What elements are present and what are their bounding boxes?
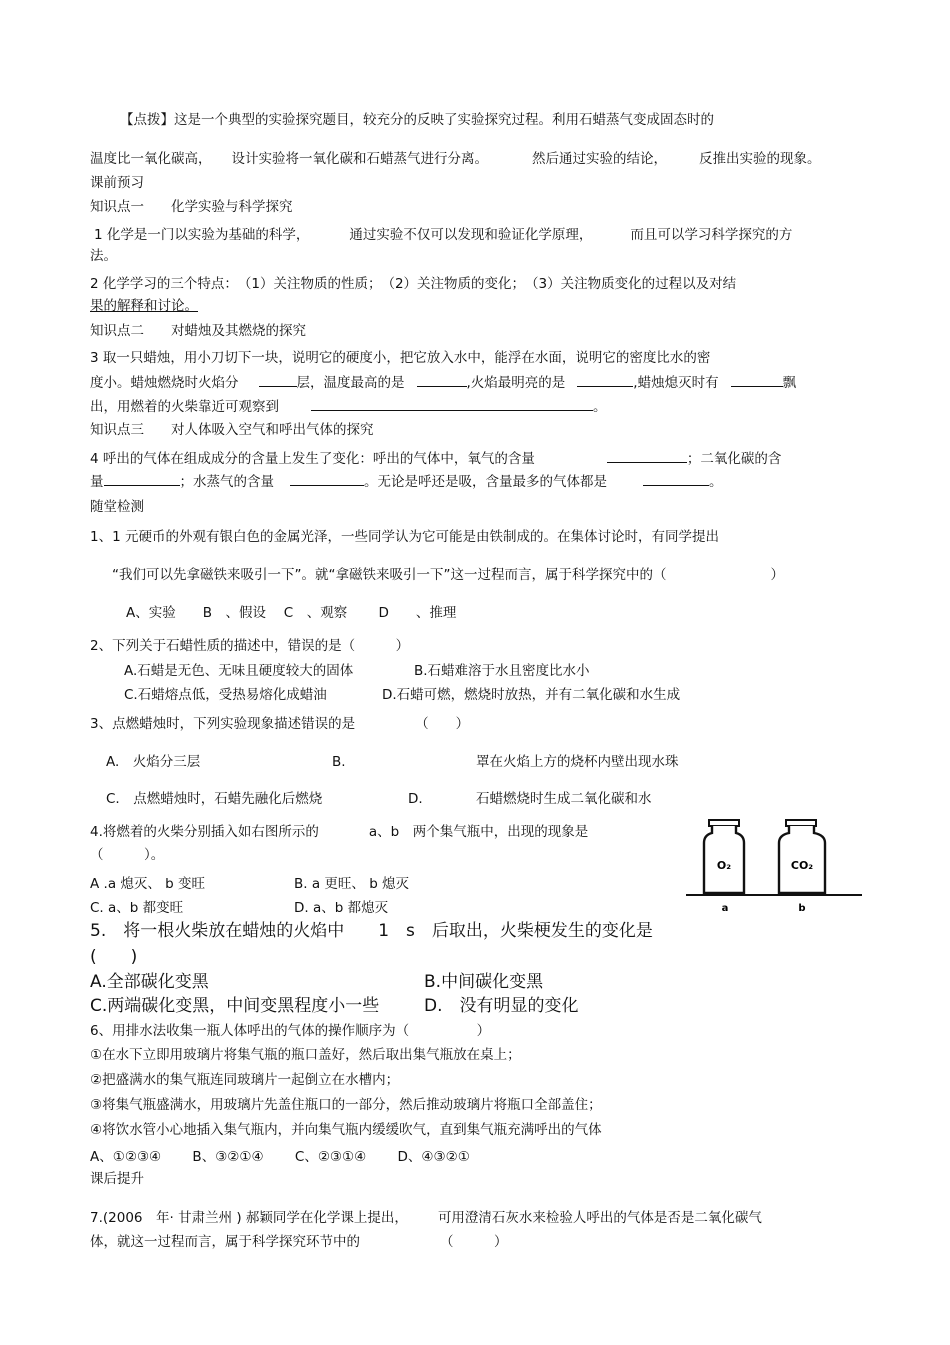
q3-option-d-letter: D. xyxy=(408,791,423,807)
q7-line-1: 7.(2006 年· 甘肃兰州 ) 郝颖同学在化学课上提出， 可用澄清石灰水来检验人呼出的气体是否是二氧化碳气 xyxy=(90,1210,762,1226)
hint-line-1: 【点拨】这是一个典型的实验探究题目，较充分的反映了实验探究过程。利用石蜡蒸气变成固态时的 xyxy=(120,112,714,128)
q5-line-1: 5. 将一根火柴放在蜡烛的火焰中 1 s 后取出，火柴梗发生的变化是 xyxy=(90,921,653,941)
bottle-b xyxy=(779,820,825,893)
q4-option-a: A .a 熄灭、 b 变旺 xyxy=(90,876,206,892)
preview-heading: 课前预习 xyxy=(90,175,144,191)
gas-bottles-figure xyxy=(686,815,862,915)
knowledge-2-title: 知识点二 对蜡烛及其燃烧的探究 xyxy=(90,323,306,339)
q6-step-2: ②把盛满水的集气瓶连同玻璃片一起倒立在水槽内； xyxy=(90,1072,400,1088)
q5-line-2: ( ) xyxy=(90,947,138,967)
q6-step-4: ④将饮水管小心地插入集气瓶内，并向集气瓶内缓缓吹气，直到集气瓶充满呼出的气体 xyxy=(90,1122,602,1138)
q2-option-b: B.石蜡难溶于水且密度比水小 xyxy=(414,663,590,679)
knowledge-1-title: 知识点一 化学实验与科学探究 xyxy=(90,199,293,215)
q3-option-b-letter: B. xyxy=(332,754,346,770)
knowledge-3-line-2: 量 ；水蒸气的含量 。无论是呼还是吸，含量最多的气体都是 。 xyxy=(90,474,723,490)
knowledge-1-line-3: 果的解释和讨论。 xyxy=(90,298,198,314)
q4-line-1: 4.将燃着的火柴分别插入如右图所示的 a、b 两个集气瓶中，出现的现象是 xyxy=(90,824,589,840)
q4-option-d: D. a、b 都熄灭 xyxy=(294,900,389,916)
knowledge-2-line-1: 3 取一只蜡烛，用小刀切下一块，说明它的硬度小，把它放入水中，能浮在水面，说明它的密度比水的密 xyxy=(90,350,711,366)
q4-option-c: C. a、b 都变旺 xyxy=(90,900,184,916)
q1-options: A、实验 B 、假设 C 、观察 D 、推理 xyxy=(126,605,457,621)
q7-line-2: 体，就这一过程而言，属于科学探究环节中的 （ ） xyxy=(90,1234,508,1250)
q2-stem: 2、下列关于石蜡性质的描述中，错误的是（ ） xyxy=(90,638,410,654)
test-heading: 随堂检测 xyxy=(90,499,144,515)
q5-option-a: A.全部碳化变黑 xyxy=(90,972,209,992)
q5-option-c: C.两端碳化变黑，中间变黑程度小一些 xyxy=(90,996,380,1016)
bottle-a xyxy=(704,820,744,893)
q2-option-a: A.石蜡是无色、无味且硬度较大的固体 xyxy=(124,663,354,679)
q3-option-a: A. 火焰分三层 xyxy=(106,754,201,770)
bottle-a-caption: a xyxy=(721,903,729,914)
q6-options: A、①②③④ B、③②①④ C、②③①④ D、④③②① xyxy=(90,1149,470,1165)
q2-option-c: C.石蜡熔点低，受热易熔化成蜡油 xyxy=(124,687,327,703)
q2-option-d: D.石蜡可燃，燃烧时放热，并有二氧化碳和水生成 xyxy=(382,687,681,703)
q1-line-1: 1、1 元硬币的外观有银白色的金属光泽，一些同学认为它可能是由铁制成的。在集体讨论时，有同学提出 xyxy=(90,529,719,545)
hint-line-2: 温度比一氧化碳高， 设计实验将一氧化碳和石蜡蒸气进行分离。 然后通过实验的结论， 反推出实验的现象。 xyxy=(90,151,821,167)
q4-line-2: （ ）。 xyxy=(90,847,165,863)
q1-line-2: “我们可以先拿磁铁来吸引一下”。就“拿磁铁来吸引一下”这一过程而言，属于科学探究中的（ ） xyxy=(112,567,784,583)
q5-option-d: D. 没有明显的变化 xyxy=(424,996,579,1016)
q3-option-c: C. 点燃蜡烛时，石蜡先融化后燃烧 xyxy=(106,791,323,807)
q6-step-1: ①在水下立即用玻璃片将集气瓶的瓶口盖好，然后取出集气瓶放在桌上； xyxy=(90,1047,521,1063)
bottle-b-caption: b xyxy=(798,903,806,914)
knowledge-3-title: 知识点三 对人体吸入空气和呼出气体的探究 xyxy=(90,422,374,438)
bottle-a-label: O₂ xyxy=(716,859,732,872)
q6-step-3: ③将集气瓶盛满水，用玻璃片先盖住瓶口的一部分，然后推动玻璃片将瓶口全部盖住； xyxy=(90,1097,602,1113)
knowledge-2-line-3: 出，用燃着的火柴靠近可观察到 。 xyxy=(90,399,607,415)
knowledge-1-line-2: 2 化学学习的三个特点： （1）关注物质的性质； （2）关注物质的变化； （3）关注物质变化的过程以及对结 xyxy=(90,276,737,292)
q6-stem: 6、用排水法收集一瓶人体呼出的气体的操作顺序为（ ） xyxy=(90,1023,491,1039)
q3-option-d: 石蜡燃烧时生成二氧化碳和水 xyxy=(476,791,652,807)
knowledge-2-line-2: 度小。蜡烛燃烧时火焰分 层，温度最高的是 ,火焰最明亮的是 ,蜡烛熄灭时有 飘 xyxy=(90,375,797,391)
q5-option-b: B.中间碳化变黑 xyxy=(424,972,544,992)
after-class-heading: 课后提升 xyxy=(90,1171,144,1187)
knowledge-1-line-1: 1 化学是一门以实验为基础的科学， 通过实验不仅可以发现和验证化学原理， 而且可以学习科学探究的方 xyxy=(94,227,793,243)
bottle-b-label: CO₂ xyxy=(790,859,814,872)
q3-option-b: 罩在火焰上方的烧杯内壁出现水珠 xyxy=(476,754,679,770)
q4-option-b: B. a 更旺、 b 熄灭 xyxy=(294,876,410,892)
q3-stem: 3、点燃蜡烛时，下列实验现象描述错误的是 （ ） xyxy=(90,716,470,732)
knowledge-1-line-1-end: 法。 xyxy=(90,248,117,264)
knowledge-3-line-1: 4 呼出的气体在组成成分的含量上发生了变化：呼出的气体中，氧气的含量 ；二氧化碳的含 xyxy=(90,451,782,467)
